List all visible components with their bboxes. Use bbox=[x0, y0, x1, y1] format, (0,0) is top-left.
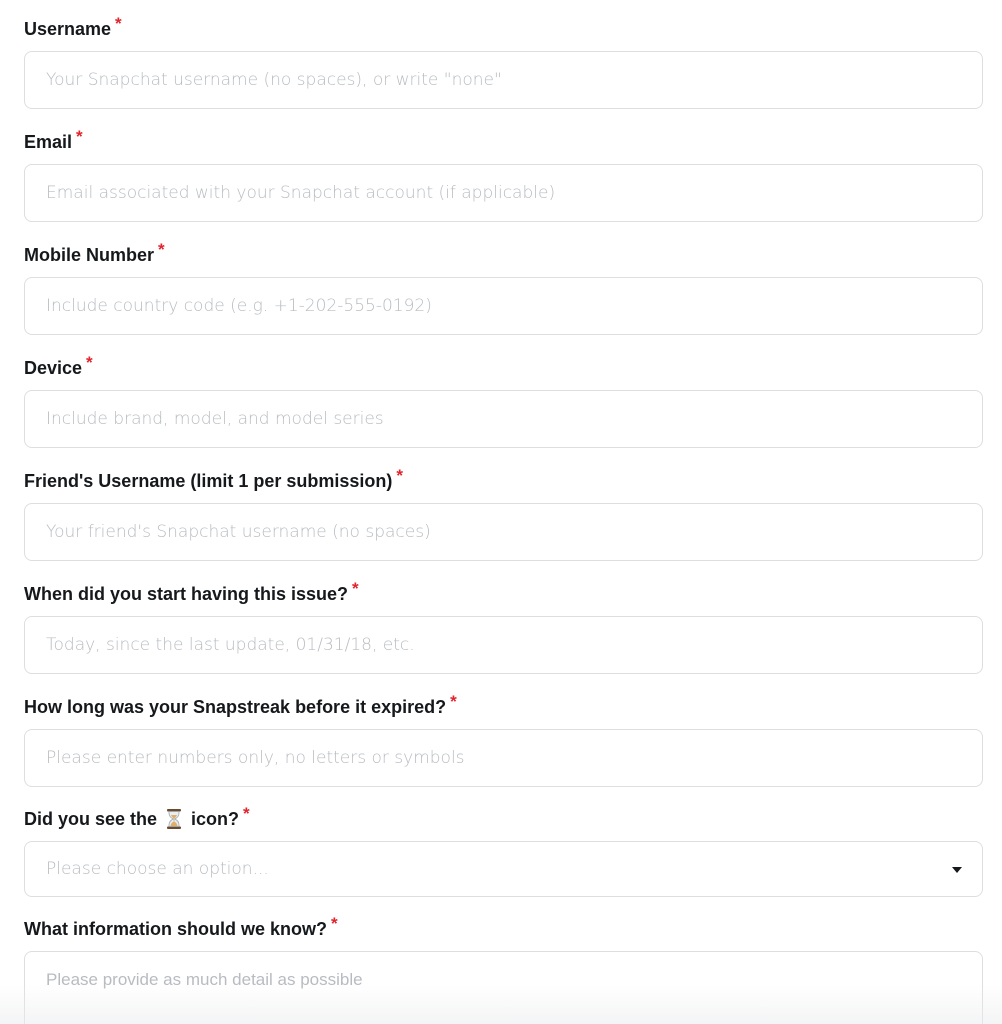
required-marker: * bbox=[243, 804, 250, 823]
issue-start-label bbox=[24, 579, 359, 605]
required-marker: * bbox=[331, 914, 338, 933]
required-marker: * bbox=[396, 466, 404, 485]
device-label-text: Device bbox=[24, 358, 83, 378]
device-input[interactable] bbox=[46, 391, 946, 447]
username-input[interactable] bbox=[46, 52, 946, 108]
friend-username-label bbox=[24, 466, 404, 492]
streak-length-label-text: How long was your Snapstreak before it expired? bbox=[24, 697, 447, 717]
chevron-down-icon[interactable] bbox=[952, 867, 962, 873]
info-textarea-box[interactable] bbox=[24, 951, 983, 1024]
hourglass-label-text-before: Did you see the bbox=[24, 809, 158, 829]
issue-start-input[interactable] bbox=[46, 617, 946, 673]
email-input[interactable] bbox=[46, 165, 946, 221]
hourglass-select-value: Please choose an option... bbox=[46, 859, 269, 879]
email-label-text: Email bbox=[24, 132, 73, 152]
info-label bbox=[24, 914, 338, 940]
friend-username-input-box[interactable] bbox=[24, 503, 983, 561]
email-input-box[interactable] bbox=[24, 164, 983, 222]
hourglass-select[interactable] bbox=[24, 841, 983, 897]
mobile-number-input[interactable] bbox=[46, 278, 946, 334]
required-marker: * bbox=[352, 579, 359, 598]
mobile-label-text: Mobile Number bbox=[24, 245, 155, 265]
friend-username-label-text: Friend's Username (limit 1 per submission) bbox=[24, 471, 393, 491]
username-label bbox=[24, 14, 122, 40]
issue-start-input-box[interactable] bbox=[24, 616, 983, 674]
info-label-text: What information should we know? bbox=[24, 919, 327, 939]
streak-length-label bbox=[24, 692, 457, 718]
username-label-text: Username bbox=[24, 19, 112, 39]
username-input-box[interactable] bbox=[24, 51, 983, 109]
required-marker: * bbox=[86, 353, 93, 372]
info-textarea[interactable] bbox=[46, 966, 946, 1024]
required-marker: * bbox=[450, 692, 457, 711]
required-marker: * bbox=[158, 240, 165, 259]
device-input-box[interactable] bbox=[24, 390, 983, 448]
streak-length-input-box[interactable] bbox=[24, 729, 983, 787]
required-marker: * bbox=[76, 127, 83, 146]
email-label bbox=[24, 127, 83, 153]
required-marker: * bbox=[115, 14, 122, 33]
issue-start-label-text: When did you start having this issue? bbox=[24, 584, 349, 604]
hourglass-icon bbox=[163, 808, 185, 830]
friend-username-input[interactable] bbox=[46, 504, 946, 560]
mobile-input-box[interactable] bbox=[24, 277, 983, 335]
hourglass-label-text-after: icon? bbox=[191, 809, 240, 829]
mobile-label bbox=[24, 240, 165, 266]
device-label bbox=[24, 353, 93, 379]
hourglass-label bbox=[24, 804, 250, 830]
streak-length-input[interactable] bbox=[46, 730, 946, 786]
